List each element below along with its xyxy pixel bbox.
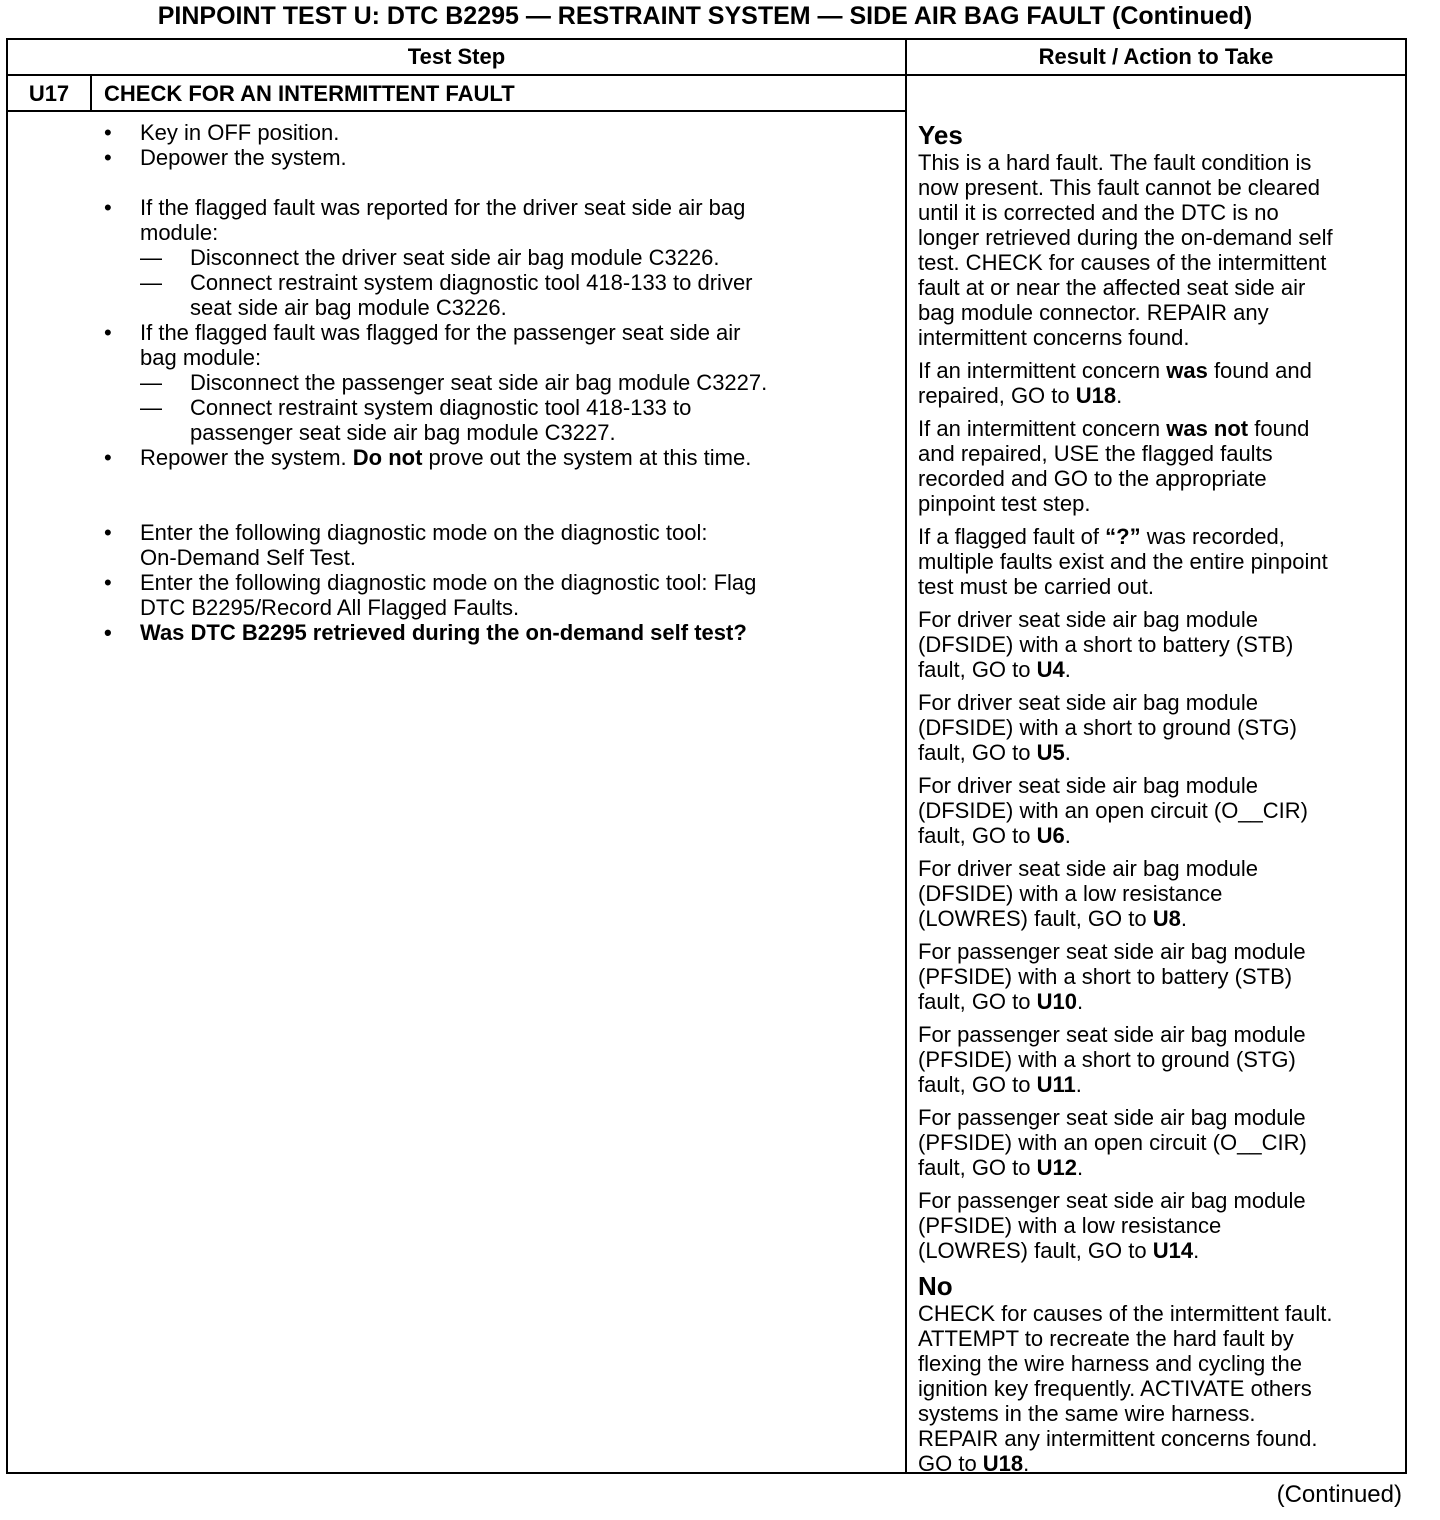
- result-emphasis: was not: [1166, 416, 1249, 441]
- list-item: [92, 620, 892, 645]
- result-line: For passenger seat side air bag module: [918, 1105, 1306, 1130]
- header-result: Result / Action to Take: [1038, 44, 1274, 69]
- result-text: found: [1248, 416, 1310, 441]
- result-line: (PFSIDE) with a short to battery (STB): [918, 964, 1293, 989]
- list-item: [92, 195, 892, 245]
- step-reference: U6: [1036, 823, 1065, 848]
- result-line: For driver seat side air bag module: [918, 607, 1258, 632]
- result-text: (LOWRES) fault,: [918, 906, 1088, 931]
- result-line: systems in the same wire harness.: [918, 1401, 1256, 1426]
- result-line: (DFSIDE) with a short to ground (STG): [918, 715, 1297, 740]
- step-text: Disconnect the passenger seat side air bag module C3227.: [190, 370, 768, 395]
- test-step-list: [92, 120, 892, 645]
- dash-icon: —: [140, 370, 162, 395]
- result-line: recorded and GO to the appropriate: [918, 466, 1267, 491]
- step-question: Was DTC B2295 retrieved during the on-demand self test?: [140, 620, 747, 645]
- fault-routing-item: [918, 856, 1403, 931]
- no-heading: No: [918, 1271, 953, 1301]
- step-reference: U4: [1036, 657, 1065, 682]
- list-item: [92, 120, 892, 145]
- result-text: .: [1076, 989, 1084, 1014]
- result-column: [918, 116, 1403, 1484]
- bullet-icon: •: [104, 620, 112, 645]
- step-text: module:: [140, 220, 219, 245]
- list-item: [92, 520, 892, 570]
- result-text: fault,: [918, 823, 972, 848]
- result-line: test. CHECK for causes of the intermittent: [918, 250, 1327, 275]
- result-line: For passenger seat side air bag module: [918, 939, 1306, 964]
- result-text: If a flagged fault of: [918, 524, 1106, 549]
- step-text: Depower the system.: [140, 145, 347, 170]
- step-reference: U11: [1036, 1072, 1076, 1097]
- dash-icon: —: [140, 395, 162, 420]
- list-item: [92, 445, 892, 470]
- pinpoint-test-table: [6, 38, 1407, 1474]
- result-line: longer retrieved during the on-demand self: [918, 225, 1333, 250]
- fault-routing-list: [918, 607, 1403, 1263]
- fault-routing-item: [918, 1105, 1403, 1180]
- bullet-icon: •: [104, 320, 112, 345]
- result-text: fault,: [918, 740, 972, 765]
- result-line: pinpoint test step.: [918, 491, 1091, 516]
- step-reference: U18: [982, 1451, 1024, 1476]
- question-fault-paragraph: [918, 524, 1403, 599]
- result-line: (DFSIDE) with a low resistance: [918, 881, 1223, 906]
- result-text: .: [1064, 740, 1071, 765]
- result-text: repaired, GO to: [918, 383, 1076, 408]
- result-text: .: [1193, 1238, 1200, 1263]
- result-text: .: [1064, 823, 1071, 848]
- result-text: GO to: [971, 657, 1037, 682]
- step-reference: U14: [1152, 1238, 1194, 1263]
- step-reference: U18: [1075, 383, 1117, 408]
- fault-routing-item: [918, 773, 1403, 848]
- result-line: (DFSIDE) with a short to battery (STB): [918, 632, 1294, 657]
- fault-routing-item: [918, 1022, 1403, 1097]
- step-text: If the flagged fault was reported for the driver seat side air bag: [140, 195, 746, 220]
- result-line: (DFSIDE) with an open circuit (O__CIR): [918, 798, 1308, 823]
- result-text: GO to: [1087, 1238, 1153, 1263]
- result-text: .: [1076, 1155, 1084, 1180]
- result-text: GO to: [971, 989, 1037, 1014]
- step-text-emphasis: Do not: [352, 445, 423, 470]
- result-text: fault,: [918, 1155, 972, 1180]
- fault-routing-item: [918, 1188, 1403, 1263]
- step-text: Disconnect the driver seat side air bag module C3226.: [190, 245, 720, 270]
- bullet-icon: •: [104, 120, 112, 145]
- step-reference: U10: [1036, 989, 1077, 1014]
- fault-routing-item: [918, 939, 1403, 1014]
- result-line: For passenger seat side air bag module: [918, 1188, 1306, 1213]
- result-line: (PFSIDE) with a short to ground (STG): [918, 1047, 1296, 1072]
- result-text: .: [1180, 906, 1187, 931]
- dash-icon: —: [140, 270, 162, 295]
- page-title: PINPOINT TEST U: DTC B2295 — RESTRAINT SYSTEM — SIDE AIR BAG FAULT (Continued): [157, 2, 1253, 30]
- result-text: GO to: [971, 1155, 1037, 1180]
- continued-label: (Continued): [1276, 1481, 1402, 1508]
- result-line: (PFSIDE) with an open circuit (O__CIR): [918, 1130, 1307, 1155]
- step-reference: U12: [1036, 1155, 1077, 1180]
- result-text: .: [1075, 1072, 1082, 1097]
- result-text: GO to: [971, 740, 1037, 765]
- result-line: until it is corrected and the DTC is no: [918, 200, 1279, 225]
- result-line: now present. This fault cannot be cleared: [918, 175, 1320, 200]
- step-text: If the flagged fault was flagged for the passenger seat side air: [140, 320, 741, 345]
- result-text: GO to: [918, 1451, 983, 1476]
- result-line: bag module connector. REPAIR any: [918, 300, 1269, 325]
- result-line: fault at or near the affected seat side air: [918, 275, 1306, 300]
- result-text: fault,: [918, 989, 972, 1014]
- not-found-paragraph: [918, 416, 1403, 516]
- result-text: fault,: [918, 657, 972, 682]
- result-line: For driver seat side air bag module: [918, 856, 1258, 881]
- result-text: .: [1023, 1451, 1030, 1476]
- step-text: DTC B2295/Record All Flagged Faults.: [140, 595, 520, 620]
- step-text: On-Demand Self Test.: [140, 545, 357, 570]
- result-text: (LOWRES) fault,: [918, 1238, 1088, 1263]
- step-reference: U5: [1036, 740, 1065, 765]
- result-text: If an intermittent concern: [918, 416, 1167, 441]
- result-line: flexing the wire harness and cycling the: [918, 1351, 1302, 1376]
- yes-heading: Yes: [918, 120, 963, 150]
- result-line: For driver seat side air bag module: [918, 773, 1258, 798]
- sub-item: [92, 395, 892, 445]
- column-divider: [905, 40, 907, 1472]
- sub-item: [92, 245, 892, 270]
- result-line: This is a hard fault. The fault condition is: [918, 150, 1312, 175]
- step-text: seat side air bag module C3226.: [190, 295, 507, 320]
- result-line: For passenger seat side air bag module: [918, 1022, 1306, 1047]
- result-line: and repaired, USE the flagged faults: [918, 441, 1273, 466]
- fault-routing-item: [918, 690, 1403, 765]
- step-text: Key in OFF position.: [140, 120, 340, 145]
- result-text: .: [1116, 383, 1123, 408]
- result-text: If an intermittent concern: [918, 358, 1167, 383]
- step-text: Connect restraint system diagnostic tool 418-133 to: [190, 395, 692, 420]
- result-emphasis: was: [1166, 358, 1208, 383]
- fault-routing-item: [918, 607, 1403, 682]
- step-id-divider: [90, 74, 92, 112]
- bullet-icon: •: [104, 570, 112, 595]
- step-id: U17: [28, 81, 70, 106]
- step-title: CHECK FOR AN INTERMITTENT FAULT: [104, 81, 515, 106]
- result-text: GO to: [971, 823, 1037, 848]
- sub-item: [92, 370, 892, 395]
- result-line: (PFSIDE) with a low resistance: [918, 1213, 1222, 1238]
- result-text: .: [1064, 657, 1071, 682]
- result-line: test must be carried out.: [918, 574, 1154, 599]
- list-item: [92, 145, 892, 170]
- result-line: CHECK for causes of the intermittent fault.: [918, 1301, 1333, 1326]
- list-item: [92, 320, 892, 370]
- result-line: ATTEMPT to recreate the hard fault by: [918, 1326, 1294, 1351]
- step-text: prove out the system at this time.: [422, 445, 752, 470]
- result-line: multiple faults exist and the entire pinpoint: [918, 549, 1328, 574]
- yes-paragraph: [918, 150, 1403, 350]
- no-paragraph: [918, 1301, 1403, 1476]
- list-item: [92, 570, 892, 620]
- step-text: Enter the following diagnostic mode on the diagnostic tool: Flag: [140, 570, 757, 595]
- result-line: intermittent concerns found.: [918, 325, 1190, 350]
- result-text: fault,: [918, 1072, 972, 1097]
- dash-icon: —: [140, 245, 162, 270]
- bullet-icon: •: [104, 145, 112, 170]
- bullet-icon: •: [104, 445, 112, 470]
- result-emphasis: “?”: [1105, 524, 1141, 549]
- bullet-icon: •: [104, 195, 112, 220]
- result-line: ignition key frequently. ACTIVATE others: [918, 1376, 1312, 1401]
- result-text: found and: [1207, 358, 1312, 383]
- result-line: REPAIR any intermittent concerns found.: [918, 1426, 1318, 1451]
- header-test-step: Test Step: [407, 44, 506, 69]
- found-paragraph: [918, 358, 1403, 408]
- bullet-icon: •: [104, 520, 112, 545]
- step-text: Repower the system.: [140, 445, 353, 470]
- step-text: Enter the following diagnostic mode on the diagnostic tool:: [140, 520, 708, 545]
- result-text: GO to: [971, 1072, 1037, 1097]
- step-reference: U8: [1152, 906, 1181, 931]
- step-text: passenger seat side air bag module C3227.: [190, 420, 616, 445]
- result-text: was recorded,: [1140, 524, 1285, 549]
- step-text: Connect restraint system diagnostic tool 418-133 to driver: [190, 270, 753, 295]
- result-line: For driver seat side air bag module: [918, 690, 1258, 715]
- result-text: GO to: [1087, 906, 1153, 931]
- step-text: bag module:: [140, 345, 262, 370]
- sub-item: [92, 270, 892, 320]
